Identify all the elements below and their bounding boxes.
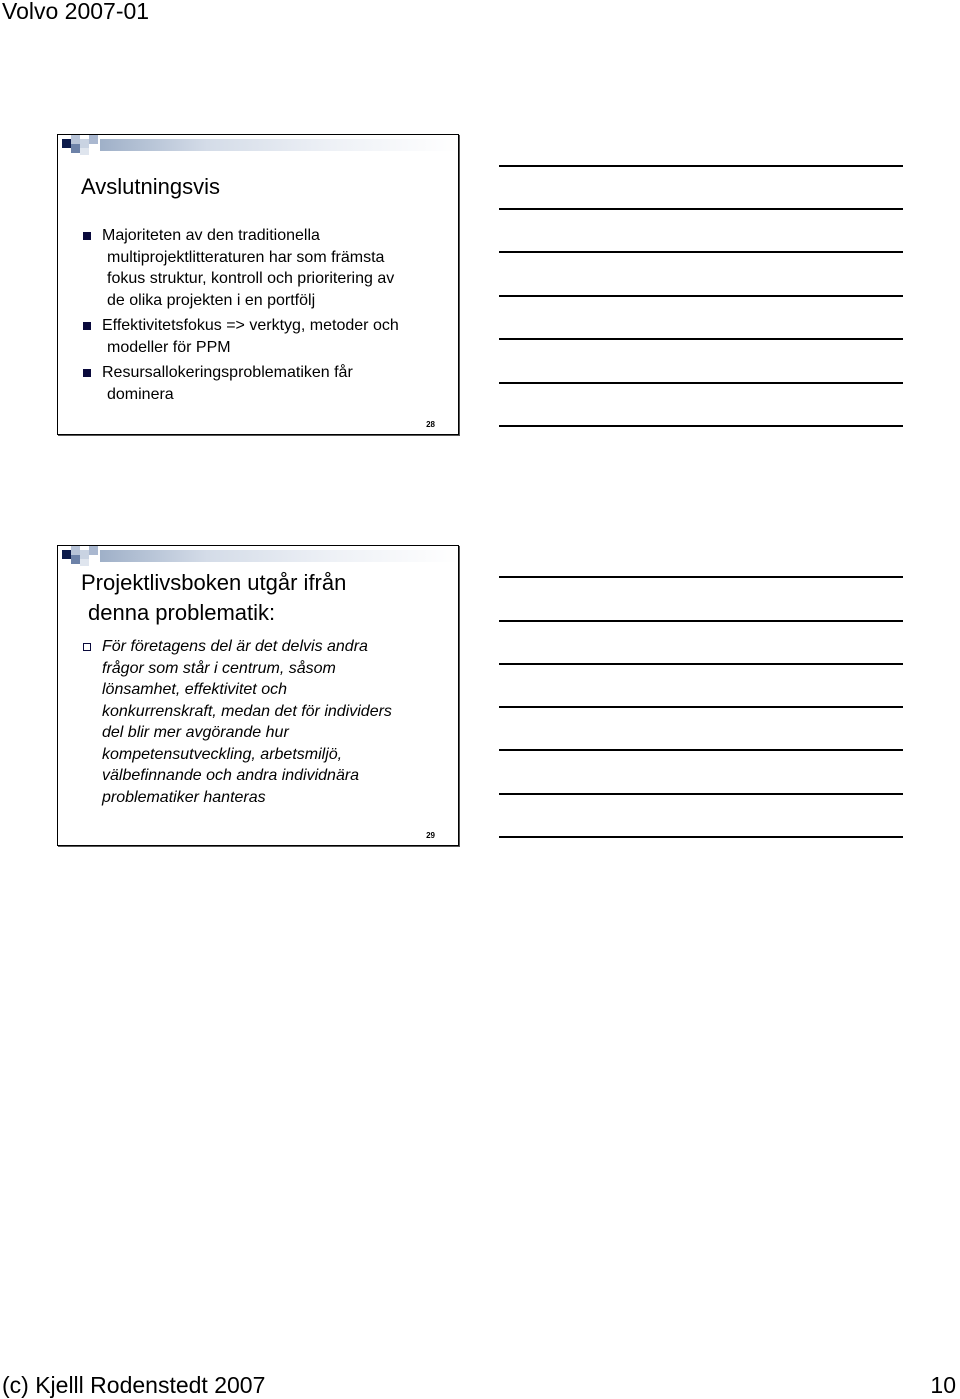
- footer-copyright: (c) Kjelll Rodenstedt 2007: [2, 1372, 266, 1398]
- bullet-item: [81, 362, 444, 405]
- note-line: [499, 208, 903, 210]
- note-line: [499, 576, 903, 578]
- bullet-line: modeller för PPM: [107, 338, 231, 356]
- bullet-line: multiprojektlitteraturen har som främsta: [107, 248, 385, 266]
- bullet-line: Effektivitetsfokus => verktyg, metoder och: [102, 317, 399, 334]
- note-line: [499, 165, 903, 167]
- note-line: [499, 620, 903, 622]
- note-line: [499, 251, 903, 253]
- bullet-line: del blir mer avgörande hur: [102, 724, 289, 741]
- note-line: [499, 749, 903, 751]
- note-line: [499, 382, 903, 384]
- bullet-line: problematiker hanteras: [102, 788, 266, 806]
- slide-number: 28: [426, 420, 435, 429]
- footer-page-number: 10: [930, 1372, 956, 1398]
- bullet-line: Resursallokeringsproblematiken får: [102, 364, 353, 381]
- note-line: [499, 793, 903, 795]
- slide-bullet-list: [81, 225, 444, 405]
- slide-decoration: [58, 135, 458, 155]
- bullet-line: konkurrenskraft, medan det för individers: [102, 702, 392, 720]
- square-bullet-icon: [83, 232, 91, 240]
- slide-title-line: Projektlivsboken utgår ifrån: [81, 570, 347, 595]
- bullet-line: Majoriteten av den traditionella: [102, 227, 320, 244]
- slide-number: 29: [426, 831, 435, 840]
- bullet-line: de olika projekten i en portfölj: [107, 291, 316, 309]
- bullet-item: [81, 225, 444, 311]
- slide-title: [81, 568, 346, 628]
- hollow-square-bullet-icon: [83, 643, 91, 651]
- slide-title-line: denna problematik:: [88, 600, 276, 625]
- note-line: [499, 338, 903, 340]
- bullet-line: lönsamhet, effektivitet och: [102, 681, 287, 698]
- slide-decoration: [58, 546, 458, 566]
- square-bullet-icon: [83, 322, 91, 330]
- note-line: [499, 425, 903, 427]
- bullet-line: välbefinnande och andra individnära: [102, 767, 360, 784]
- bullet-line: fokus struktur, kontroll och prioritering av: [107, 270, 395, 287]
- note-line: [499, 706, 903, 708]
- bullet-item: [81, 315, 444, 358]
- bullet-line: För företagens del är det delvis andra: [102, 638, 368, 655]
- slide-bullet-list: [81, 636, 444, 808]
- square-bullet-icon: [83, 369, 91, 377]
- note-line: [499, 295, 903, 297]
- note-line: [499, 836, 903, 838]
- page-header: Volvo 2007-01: [2, 0, 150, 24]
- bullet-line: frågor som står i centrum, såsom: [102, 659, 336, 677]
- slide-title: Avslutningsvis: [81, 174, 220, 199]
- slide-29: [57, 545, 459, 846]
- bullet-item: [81, 636, 444, 808]
- bullet-line: kompetensutveckling, arbetsmiljö,: [102, 745, 343, 763]
- slide-28: [57, 134, 459, 435]
- note-line: [499, 663, 903, 665]
- bullet-line: dominera: [107, 385, 174, 403]
